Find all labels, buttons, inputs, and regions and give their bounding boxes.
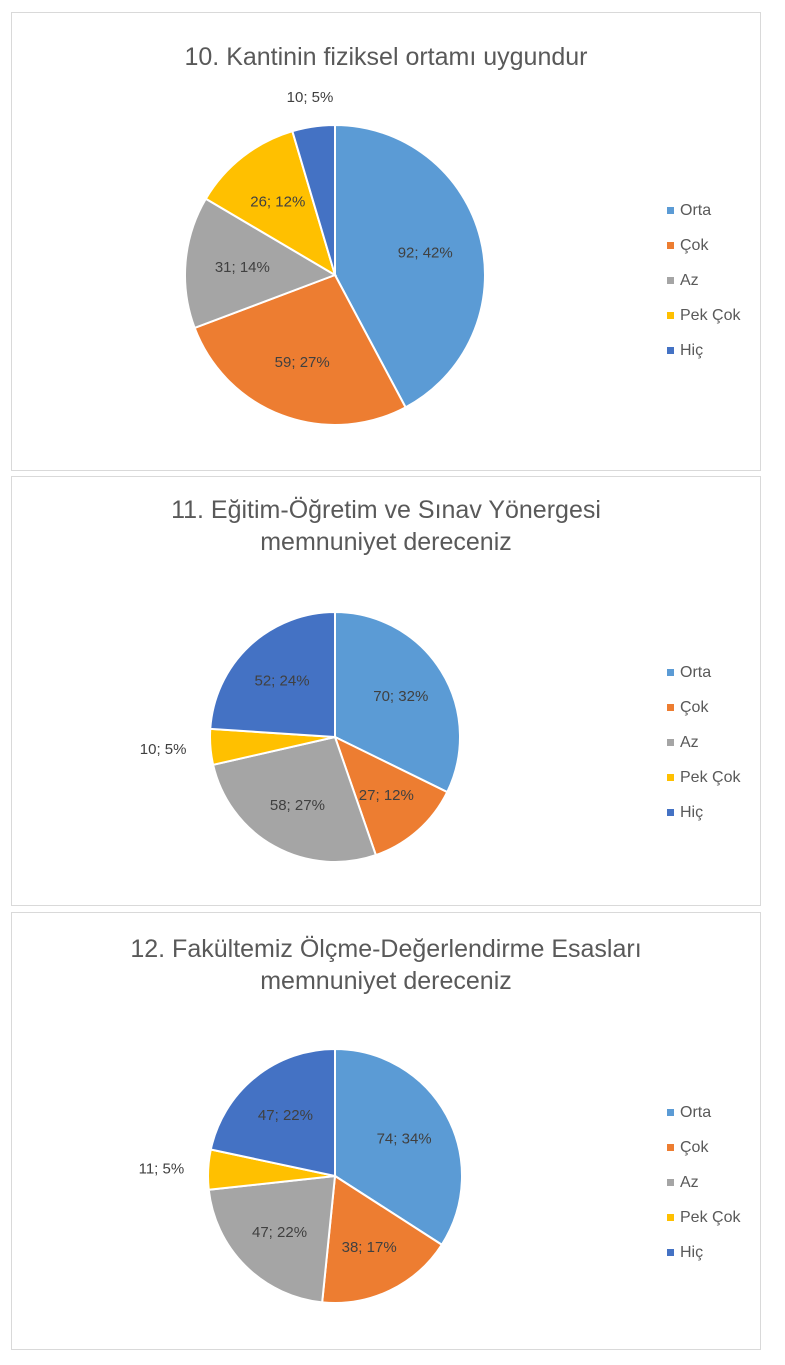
legend-label: Orta — [680, 201, 712, 219]
legend-swatch — [667, 669, 674, 676]
legend-label: Hiç — [680, 803, 704, 821]
legend-item-hic — [667, 795, 740, 830]
legend-label: Az — [680, 271, 699, 289]
pie-plot — [12, 913, 760, 1348]
chart-title: 12. Fakültemiz Ölçme-Değerlendirme Esasları memnuniyet dereceniz — [130, 935, 642, 995]
legend-swatch — [667, 207, 674, 214]
data-label-cok: 59; 27% — [274, 354, 330, 372]
legend-swatch — [667, 774, 674, 781]
legend-swatch — [667, 739, 674, 746]
legend-label: Az — [680, 1173, 699, 1191]
legend-label: Pek Çok — [680, 768, 741, 786]
legend-swatch — [667, 809, 674, 816]
data-label-orta: 74; 34% — [376, 1130, 432, 1148]
legend-label: Orta — [680, 663, 712, 681]
data-label-az: 31; 14% — [214, 258, 270, 276]
legend-item-pek-cok — [667, 298, 740, 333]
chart-legend — [667, 655, 740, 830]
data-label-pek-cok: 26; 12% — [250, 193, 306, 211]
legend-label: Orta — [680, 1103, 712, 1121]
legend-label: Hiç — [680, 341, 704, 359]
data-label-orta: 70; 32% — [373, 688, 429, 706]
data-label-pek-cok: 11; 5% — [138, 1160, 185, 1178]
legend-label: Çok — [680, 1138, 709, 1156]
data-label-cok: 38; 17% — [341, 1238, 397, 1256]
legend-item-az — [667, 725, 740, 760]
legend-label: Az — [680, 733, 699, 751]
legend-item-cok — [667, 1130, 740, 1165]
chart-title: 11. Eğitim-Öğretim ve Sınav Yönergesi memnuniyet dereceniz — [171, 496, 601, 556]
legend-label: Pek Çok — [680, 306, 741, 324]
legend-swatch — [667, 1144, 674, 1151]
legend-item-hic — [667, 1235, 740, 1270]
data-label-pek-cok: 10; 5% — [139, 740, 187, 758]
legend-item-orta — [667, 655, 740, 690]
legend-item-az — [667, 1165, 740, 1200]
legend-swatch — [667, 347, 674, 354]
legend-item-pek-cok — [667, 760, 740, 795]
pie-plot — [12, 13, 760, 469]
legend-swatch — [667, 1214, 674, 1221]
data-label-az: 58; 27% — [269, 796, 325, 814]
chart-legend — [667, 193, 740, 368]
legend-item-cok — [667, 690, 740, 725]
pie-chart-12-olcme-degerlendirme — [11, 912, 761, 1350]
legend-swatch — [667, 277, 674, 284]
legend-item-orta — [667, 1095, 740, 1130]
data-label-az: 47; 22% — [251, 1223, 308, 1241]
legend-label: Çok — [680, 236, 709, 254]
chart-legend — [667, 1095, 740, 1270]
legend-item-cok — [667, 228, 740, 263]
data-label-orta: 92; 42% — [397, 244, 453, 262]
data-label-hic: 47; 22% — [257, 1106, 313, 1124]
data-label-hic: 52; 24% — [254, 672, 310, 690]
legend-label: Hiç — [680, 1243, 704, 1261]
legend-swatch — [667, 1179, 674, 1186]
legend-item-pek-cok — [667, 1200, 740, 1235]
legend-swatch — [667, 312, 674, 319]
legend-item-hic — [667, 333, 740, 368]
data-label-hic: 10; 5% — [286, 88, 334, 106]
legend-item-orta — [667, 193, 740, 228]
legend-item-az — [667, 263, 740, 298]
data-label-cok: 27; 12% — [358, 787, 414, 805]
pie-chart-10-kantin — [11, 12, 761, 471]
legend-label: Pek Çok — [680, 1208, 741, 1226]
legend-swatch — [667, 1109, 674, 1116]
legend-swatch — [667, 704, 674, 711]
pie-chart-11-egitim-ogretim — [11, 476, 761, 906]
legend-swatch — [667, 242, 674, 249]
chart-title: 10. Kantinin fiziksel ortamı uygundur — [184, 43, 588, 71]
pie-plot — [12, 477, 760, 904]
legend-label: Çok — [680, 698, 709, 716]
legend-swatch — [667, 1249, 674, 1256]
